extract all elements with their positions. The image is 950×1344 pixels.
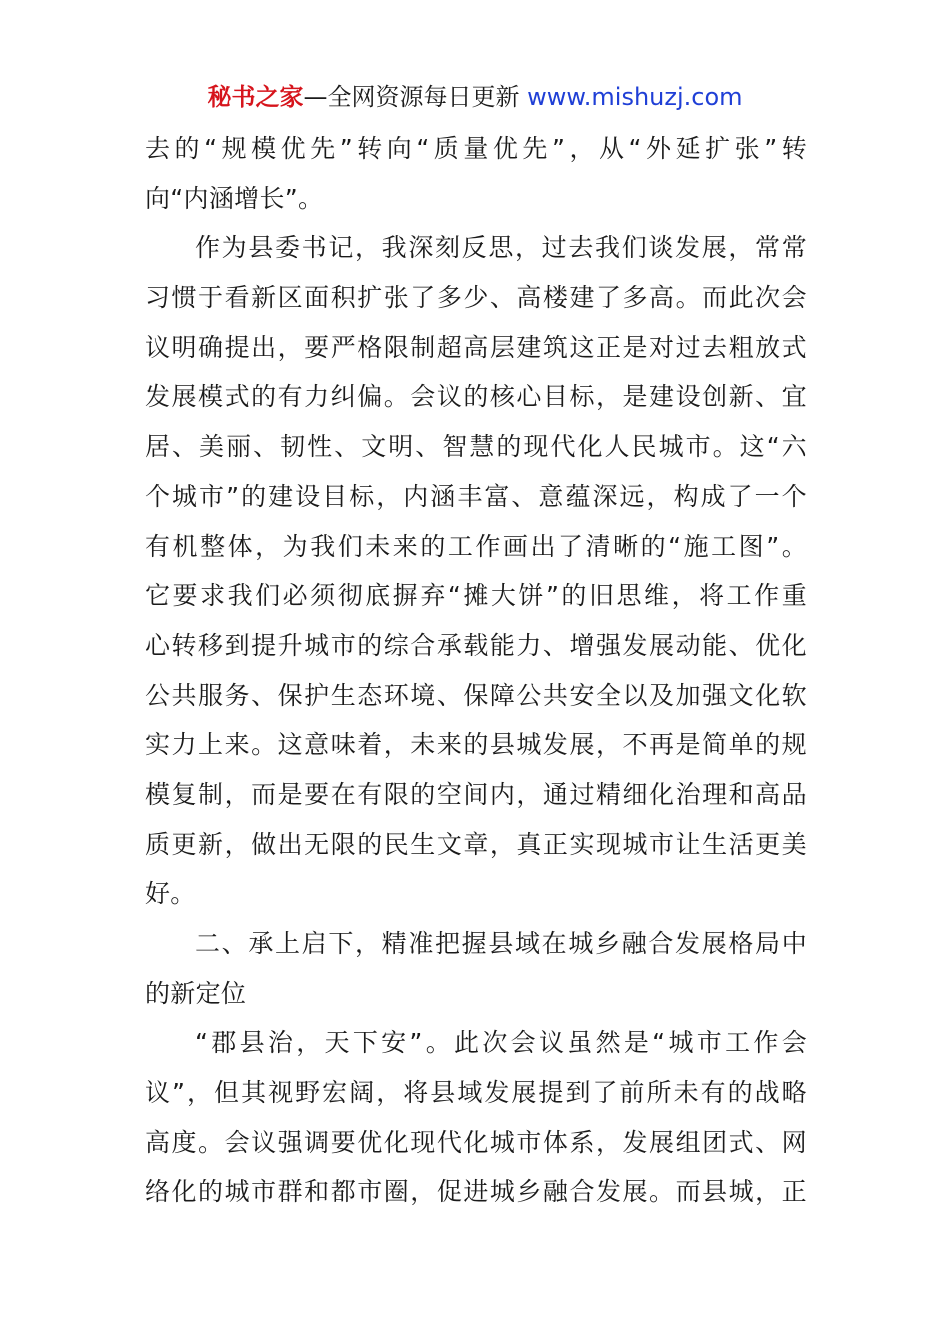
text-line: 质更新，做出无限的民生文章，真正实现城市让生活更美 <box>145 829 807 859</box>
section-heading <box>145 919 807 1018</box>
paragraph <box>145 124 807 223</box>
text-line: 实力上来。这意味着，未来的县城发展，不再是简单的规 <box>145 730 807 760</box>
text-line: 作为县委书记，我深刻反思，过去我们谈发展，常常 <box>195 233 807 263</box>
header-tagline: —全网资源每日更新 <box>303 83 520 111</box>
site-url-link[interactable]: www.mishuzj.com <box>527 83 743 111</box>
text-line: 心转移到提升城市的综合承载能力、增强发展动能、优化 <box>145 630 807 660</box>
text-line: 有机整体，为我们未来的工作画出了清晰的“施工图”。 <box>145 531 807 561</box>
text-line: 去的“规模优先”转向“质量优先”，从“外延扩张”转 <box>145 134 807 163</box>
text-line: 个城市”的建设目标，内涵丰富、意蕴深远，构成了一个 <box>145 481 807 511</box>
text-line: 习惯于看新区面积扩张了多少、高楼建了多高。而此次会 <box>145 283 807 313</box>
text-line: 二、承上启下，精准把握县域在城乡融合发展格局中 <box>195 929 807 958</box>
document-body <box>145 124 807 1217</box>
text-line: 议”，但其视野宏阔，将县域发展提到了前所未有的战略 <box>145 1078 807 1108</box>
text-line: 发展模式的有力纠偏。会议的核心目标，是建设创新、宜 <box>145 382 807 412</box>
paragraph <box>145 1018 807 1217</box>
text-line: 议明确提出，要严格限制超高层建筑这正是对过去粗放式 <box>145 332 807 362</box>
text-line: 居、美丽、韧性、文明、智慧的现代化人民城市。这“六 <box>145 432 807 462</box>
text-line: 高度。会议强调要优化现代化城市体系，发展组团式、网 <box>145 1127 807 1157</box>
text-line: 它要求我们必须彻底摒弃“摊大饼”的旧思维，将工作重 <box>145 581 807 611</box>
text-line: 好。 <box>145 879 196 909</box>
paragraph <box>145 223 807 919</box>
text-line: 的新定位 <box>145 978 247 1008</box>
text-line: 向“内涵增长”。 <box>145 183 324 213</box>
text-line: 模复制，而是要在有限的空间内，通过精细化治理和高品 <box>145 779 807 809</box>
text-line: 公共服务、保护生态环境、保障公共安全以及加强文化软 <box>145 680 807 710</box>
brand-name: 秘书之家 <box>207 83 304 111</box>
site-header <box>0 80 950 114</box>
text-line: “郡县治，天下安”。此次会议虽然是“城市工作会 <box>195 1028 807 1058</box>
text-line: 络化的城市群和都市圈，促进城乡融合发展。而县城，正 <box>145 1177 807 1207</box>
